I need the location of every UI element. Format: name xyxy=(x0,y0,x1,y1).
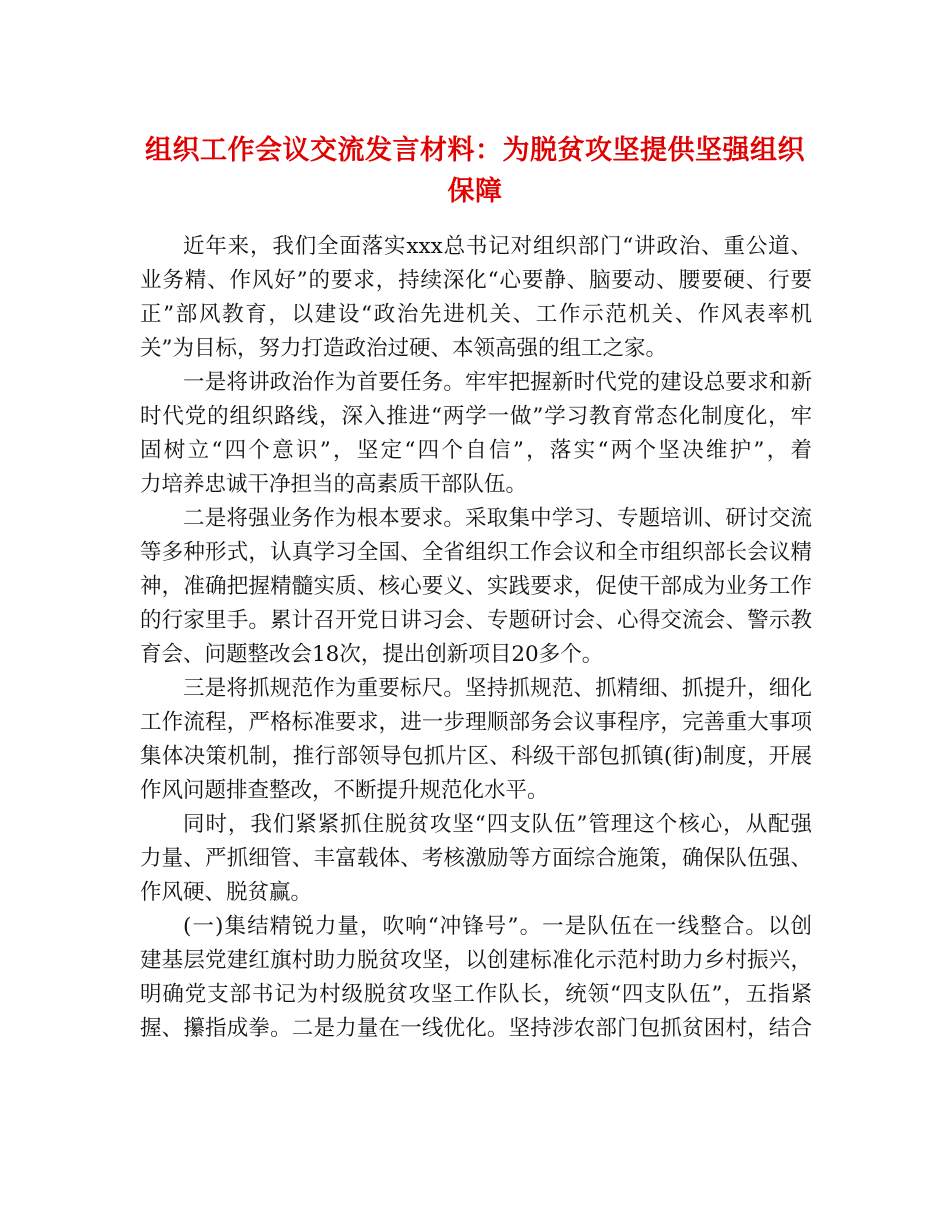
paragraph-line: 二是将强业务作为根本要求。采取集中学习、专题培训、研讨交流 xyxy=(183,506,812,531)
paragraph-line: 作风问题排查整改，不断提升规范化水平。 xyxy=(140,778,549,803)
paragraph-line: (一)集结精锐力量，吹响“冲锋号”。一是队伍在一线整合。以创 xyxy=(183,914,812,939)
paragraph-line: 一是将讲政治作为首要任务。牢牢把握新时代党的建设总要求和新 xyxy=(183,370,812,395)
paragraph-line: 力培养忠诚干净担当的高素质干部队伍。 xyxy=(140,472,528,497)
paragraph-line: 力量、严抓细管、丰富载体、考核激励等方面综合施策，确保队伍强、 xyxy=(140,846,812,871)
paragraph-line: 正”部风教育，以建设“政治先进机关、工作示范机关、作风表率机 xyxy=(140,302,812,327)
paragraph-line: 近年来，我们全面落实xxx总书记对组织部门“讲政治、重公道、 xyxy=(183,234,812,259)
paragraph-line: 神，准确把握精髓实质、核心要义、实践要求，促使干部成为业务工作 xyxy=(140,574,812,599)
paragraph-line: 关”为目标，努力打造政治过硬、本领高强的组工之家。 xyxy=(140,336,667,361)
paragraph-line: 明确党支部书记为村级脱贫攻坚工作队长，统领“四支队伍”，五指紧 xyxy=(140,982,812,1007)
paragraph-line: 业务精、作风好”的要求，持续深化“心要静、脑要动、腰要硬、行要 xyxy=(140,268,812,293)
paragraph-line: 三是将抓规范作为重要标尺。坚持抓规范、抓精细、抓提升，细化 xyxy=(183,676,812,701)
paragraph-line: 的行家里手。累计召开党日讲习会、专题研讨会、心得交流会、警示教 xyxy=(140,608,812,633)
paragraph-line: 建基层党建红旗村助力脱贫攻坚，以创建标准化示范村助力乡村振兴， xyxy=(140,948,812,973)
paragraph-line: 育会、问题整改会18次，提出创新项目20多个。 xyxy=(140,642,604,667)
paragraph-line: 握、攥指成拳。二是力量在一线优化。坚持涉农部门包抓贫困村，结合 xyxy=(140,1016,812,1041)
paragraph-line: 作风硬、脱贫赢。 xyxy=(140,880,313,905)
document-title-line-1: 组织工作会议交流发言材料：为脱贫攻坚提供坚强组织 xyxy=(145,135,805,166)
paragraph-line: 固树立“四个意识”，坚定“四个自信”，落实“两个坚决维护”，着 xyxy=(140,438,812,463)
paragraph-line: 等多种形式，认真学习全国、全省组织工作会议和全市组织部长会议精 xyxy=(140,540,812,565)
document-title-line-2: 保障 xyxy=(447,176,503,207)
paragraph-line: 时代党的组织路线，深入推进“两学一做”学习教育常态化制度化，牢 xyxy=(140,404,812,429)
paragraph-line: 工作流程，严格标准要求，进一步理顺部务会议事程序，完善重大事项 xyxy=(140,710,812,735)
paragraph-line: 同时，我们紧紧抓住脱贫攻坚“四支队伍”管理这个核心，从配强 xyxy=(183,812,812,837)
paragraph-line: 集体决策机制，推行部领导包抓片区、科级干部包抓镇(街)制度，开展 xyxy=(140,744,812,769)
